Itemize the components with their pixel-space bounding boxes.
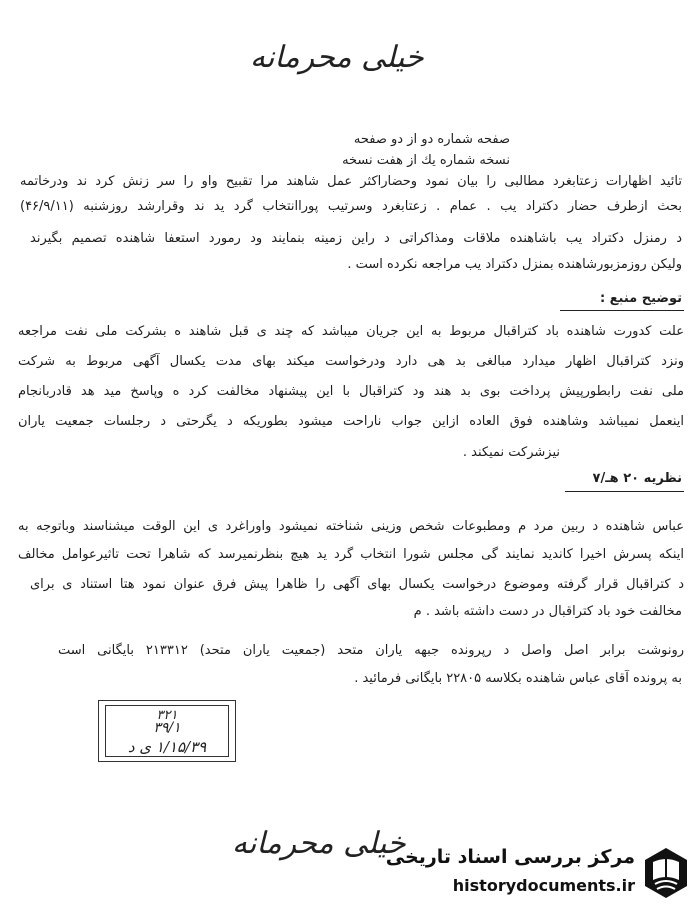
paragraph-line: اینکه پسرش اخیرا کاندید نمایند گی مجلس شورا انتخاب گرد ید هیچ بنظرنمیرسد که شاهرا تحت تاثیرعوامل مخالف bbox=[18, 547, 684, 562]
stamp-line: ۱/۱۵/۳۹ ی د bbox=[127, 738, 207, 756]
footnote-line: به پرونده آقای عباس شاهنده بکلاسه ۲۲۸۰۵ بایگانی فرمائید . bbox=[354, 671, 682, 686]
paragraph-line: تائید اظهارات زعتابغرد مطالبی را بیان نمود وحضاراکثر عمل شاهند مرا تقبیح واو را سر زنش کرد ند ودرخاتمه bbox=[20, 174, 682, 189]
opinion-label: نظریه ۲۰ هـ/۷ bbox=[592, 471, 682, 486]
copy-number-line: نسخه شماره یك از هفت نسخه bbox=[342, 153, 510, 168]
paragraph-line: علت کدورت شاهنده باد کتراقبال مربوط به این جریان میباشد که چند ی قبل شاهند ه بشرکت ملی نفت مراجعه bbox=[18, 324, 684, 339]
classification-footer: خیلی محرمانه bbox=[232, 826, 406, 861]
paragraph-line: بحث ازطرف حضار دکتراد یب . عمام . زعتابغرد وسرتیب پوراانتخاب گرد ید ند وقرارشد روزشنبه (۴۶/۹/۱۱) bbox=[20, 199, 682, 214]
classification-header: خیلی محرمانه bbox=[250, 40, 424, 75]
paragraph-line: د رمنزل دکتراد یب باشاهنده ملاقات ومذاکراتی د راین زمینه بنمایند ود رمورد استعفا شاهنده تصمیم بگیرند bbox=[30, 231, 682, 246]
stamp-line: ۳۹/۱ bbox=[153, 720, 181, 736]
paragraph-line: مخالفت خود باد کتراقبال در دست داشته باشد . م bbox=[413, 604, 682, 619]
stamp-line: ۳۲۱ bbox=[156, 708, 178, 723]
page-number-line: صفحه شماره دو از دو صفحه bbox=[353, 132, 510, 147]
source-note-underline bbox=[560, 310, 684, 311]
paragraph-line: عباس شاهنده د ربین مرد م ومطبوعات شخص وزینی شناخته نمیشود واوراغرد ی این الوقت میشناسند وباتوجه به bbox=[18, 519, 684, 534]
org-name: مرکز بررسی اسناد تاریخی bbox=[385, 846, 635, 868]
archive-logo bbox=[385, 842, 695, 906]
footnote-line: رونوشت برابر اصل واصل د رپرونده جبهه یاران متحد (جمعیت یاران متحد) ۲۱۳۳۱۲ بایگانی است bbox=[58, 643, 684, 658]
paragraph-line: ونزد کتراقبال اظهار میدارد مبالغی بد هی دارد ودرخواست میکند بهای مدت یکسال آگهی مربوط به شرکت bbox=[18, 354, 684, 369]
archive-stamp bbox=[98, 700, 236, 762]
emblem-icon bbox=[641, 846, 691, 900]
opinion-underline bbox=[565, 491, 684, 492]
paragraph-line: اینعمل نمیباشد وشاهنده فوق العاده ازاین جواب ناراحت میشود بطوریکه د یگرحتی د رجلسات جمعیت یاران bbox=[18, 414, 684, 429]
archive-stamp-inner bbox=[105, 705, 229, 757]
paragraph-line: د کتراقبال قرار گرفته وموضوع درخواست یکسال بهای آگهی را ظاهرا پیش فرق عنوان نمود هتا استناد ی برای bbox=[30, 577, 684, 592]
paragraph-line: نیزشرکت نمیکند . bbox=[462, 445, 560, 460]
paragraph-line: ملی نفت رابطورپیش پرداخت بوی بد هند ود کتراقبال با این پیشنهاد مخالفت کرد ه وپاسخ مید هد قادربانجام bbox=[18, 384, 684, 399]
paragraph-line: ولیکن روزمزبورشاهنده بمنزل دکتراد یب مراجعه نکرده است . bbox=[347, 257, 682, 272]
source-note-label: توضیح منبع : bbox=[599, 291, 682, 306]
org-url: historydocuments.ir bbox=[452, 876, 635, 895]
